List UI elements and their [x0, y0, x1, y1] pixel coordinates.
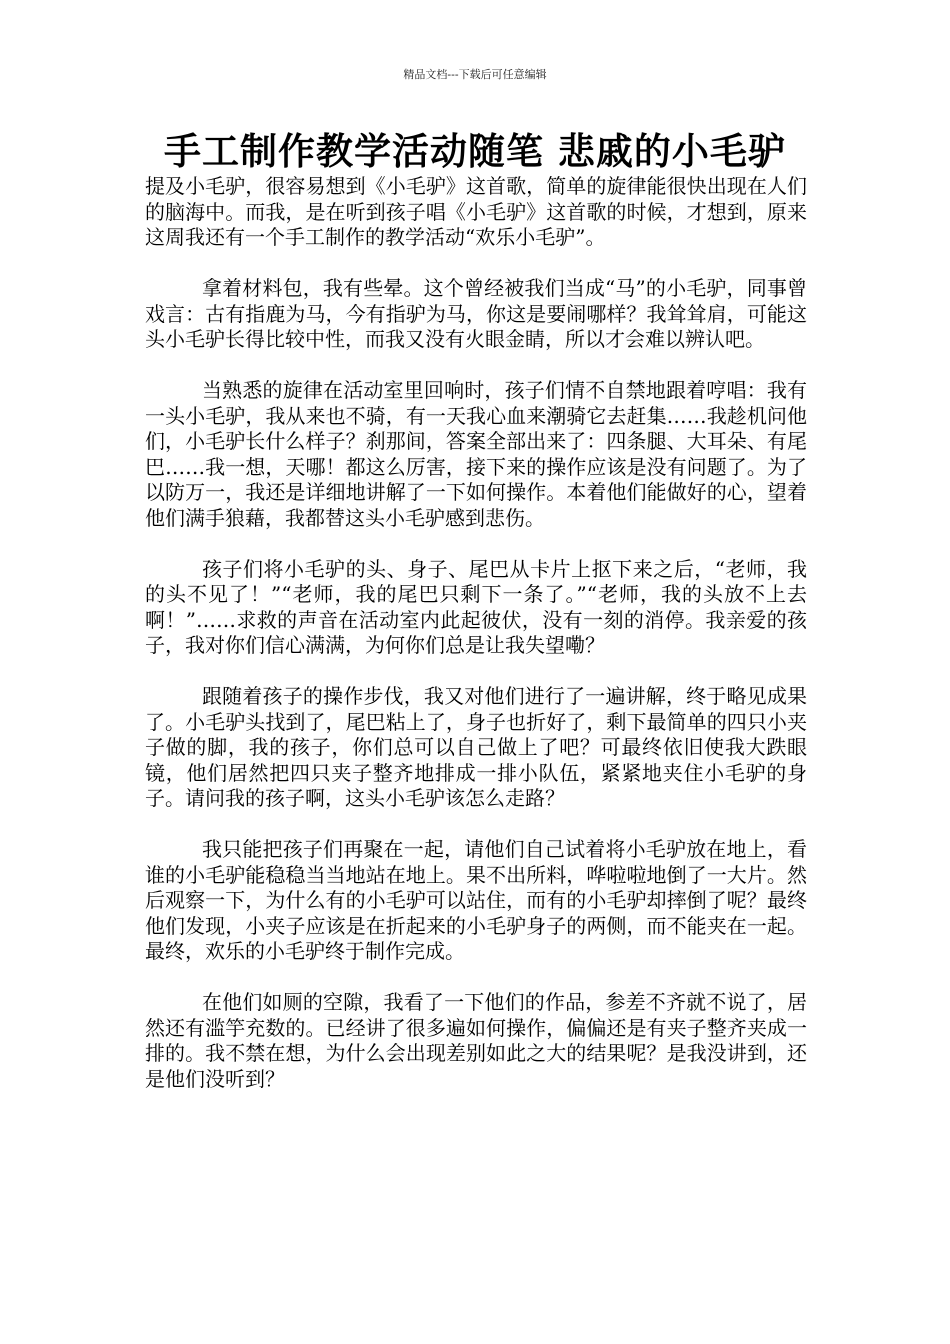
paragraph-3: 当熟悉的旋律在活动室里回响时，孩子们情不自禁地跟着哼唱：我有一头小毛驴，我从来也不骑，有一天我心血来潮骑它去赶集……我趁机问他们，小毛驴长什么样子？刹那间，答案全部出来了：四条腿、大耳朵、有尾巴……我一想，天哪！都这么厉害，接下来的操作应该是没有问题了。为了以防万一，我还是详细地讲解了一下如何操作。本着他们能做好的心，望着他们满手狼藉，我都替这头小毛驴感到悲伤。	[145, 378, 807, 530]
paragraph-5: 跟随着孩子的操作步伐，我又对他们进行了一遍讲解，终于略见成果了。小毛驴头找到了，尾巴粘上了，身子也折好了，剩下最简单的四只小夹子做的脚，我的孩子，你们总可以自己做上了吧？可最终依旧使我大跌眼镜，他们居然把四只夹子整齐地排成一排小队伍，紧紧地夹住小毛驴的身子。请问我的孩子啊，这头小毛驴该怎么走路？	[145, 684, 807, 810]
paragraph-6: 我只能把孩子们再聚在一起，请他们自己试着将小毛驴放在地上，看谁的小毛驴能稳稳当当地站在地上。果不出所料，哗啦啦地倒了一大片。然后观察一下，为什么有的小毛驴可以站住，而有的小毛驴却摔倒了呢？最终他们发现，小夹子应该是在折起来的小毛驴身子的两侧，而不能夹在一起。最终，欢乐的小毛驴终于制作完成。	[145, 837, 807, 963]
paragraph-1: 提及小毛驴，很容易想到《小毛驴》这首歌，简单的旋律能很快出现在人们的脑海中。而我，是在听到孩子唱《小毛驴》这首歌的时候，才想到，原来这周我还有一个手工制作的教学活动“欢乐小毛驴”。	[145, 174, 807, 249]
paragraph-7: 在他们如厕的空隙，我看了一下他们的作品，参差不齐就不说了，居然还有滥竽充数的。已经讲了很多遍如何操作，偏偏还是有夹子整齐夹成一排的。我不禁在想，为什么会出现差别如此之大的结果呢？是我没讲到，还是他们没听到？	[145, 990, 807, 1091]
paragraph-4: 孩子们将小毛驴的头、身子、尾巴从卡片上抠下来之后，“老师，我的头不见了！”“老师，我的尾巴只剩下一条了。”“老师，我的头放不上去啊！”……求救的声音在活动室内此起彼伏，没有一刻的消停。我亲爱的孩子，我对你们信心满满，为何你们总是让我失望嘞？	[145, 556, 807, 657]
paragraph-2: 拿着材料包，我有些晕。这个曾经被我们当成“马”的小毛驴，同事曾戏言：古有指鹿为马，今有指驴为马，你这是要闹哪样？我耸耸肩，可能这头小毛驴长得比较中性，而我又没有火眼金睛，所以才会难以辨认吧。	[145, 276, 807, 351]
header-note: 精品文档---下载后可任意编辑	[403, 68, 547, 81]
page-title: 手工制作教学活动随笔 悲戚的小毛驴	[164, 129, 786, 173]
article-body	[145, 174, 807, 1118]
